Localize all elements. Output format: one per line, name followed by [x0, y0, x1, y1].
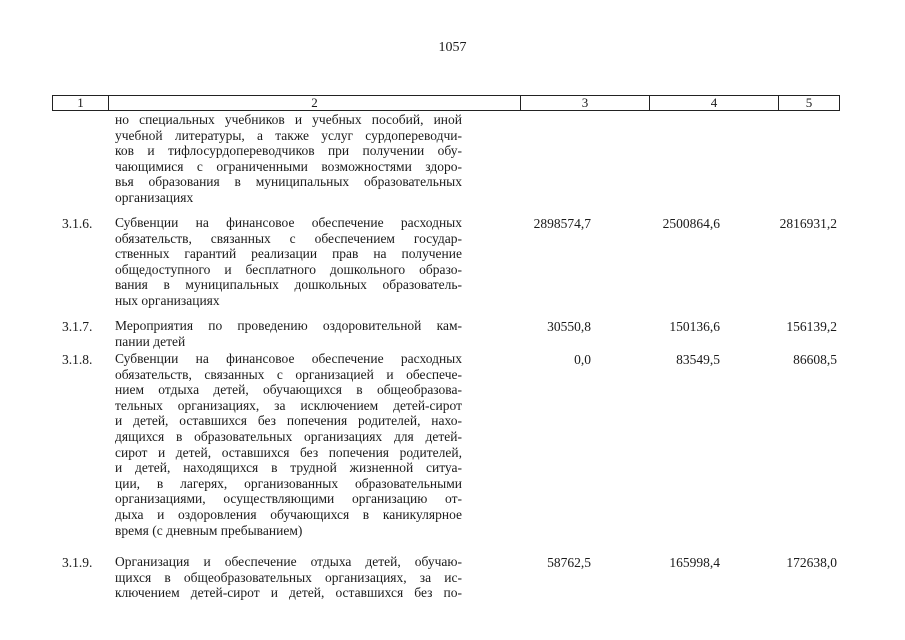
description-line: пании детей — [115, 333, 186, 349]
description-line: обязательств, связанных с обеспечением государ- — [115, 230, 462, 246]
value-col-4: 83549,5 — [676, 352, 720, 367]
description-line: но специальных учебников и учебных пособий, иной — [115, 112, 462, 127]
row-number: 3.1.7. — [62, 319, 93, 334]
description-line: общедоступного и бесплатного дошкольного образо- — [115, 261, 462, 277]
value-col-5: 156139,2 — [786, 319, 837, 334]
value-col-4: 2500864,6 — [662, 216, 720, 231]
value-col-3: 58762,5 — [547, 555, 591, 570]
row-description — [115, 554, 462, 601]
row-description — [115, 351, 462, 538]
row-number: 3.1.9. — [62, 555, 93, 570]
description-line: организациями, осуществляющими организацию от- — [115, 491, 462, 507]
value-col-4: 165998,4 — [669, 555, 720, 570]
row-description — [115, 215, 462, 309]
description-line: вья образования в муниципальных образовательных — [115, 174, 462, 190]
row-description — [115, 318, 462, 349]
header-col-5: 5 — [805, 95, 813, 110]
description-line: нием отдыха детей, обучающихся в общеобразова- — [115, 382, 462, 398]
description-line: щихся в общеобразовательных организациях, за ис- — [115, 569, 462, 585]
description-line: обязательств, связанных с организацией и обеспече- — [115, 366, 462, 382]
description-line: ственных гарантий реализации прав на получение — [115, 246, 462, 262]
row-number: 3.1.8. — [62, 352, 93, 367]
header-col-4: 4 — [650, 96, 779, 110]
description-line: чающимися с ограниченными возможностями здоро- — [115, 158, 462, 174]
description-line: Мероприятия по проведению оздоровительной кам- — [115, 318, 462, 333]
description-line: ков и тифлосурдопереводчиков при получении обу- — [115, 143, 462, 159]
description-line: Субвенции на финансовое обеспечение расходных — [115, 215, 462, 230]
value-col-3: 2898574,7 — [533, 216, 591, 231]
description-line: время (с дневным пребыванием) — [115, 522, 303, 538]
value-col-5: 86608,5 — [793, 352, 837, 367]
row-description — [115, 112, 462, 206]
page-number: 1057 — [438, 40, 467, 55]
description-line: тельных организациях, за исключением детей-сирот — [115, 397, 462, 413]
description-line: вания в муниципальных дошкольных образователь- — [115, 277, 462, 293]
description-line: ключением детей-сирот и детей, оставшихся без по- — [115, 585, 462, 601]
header-col-3: 3 — [521, 96, 650, 110]
header-col-2: 2 — [109, 96, 521, 110]
value-col-3: 0,0 — [574, 352, 591, 367]
header-col-1: 1 — [53, 96, 109, 110]
description-line: сирот и детей, оставшихся без попечения родителей, — [115, 444, 462, 460]
description-line: учебной литературы, а также услуг сурдопереводчи- — [115, 127, 462, 143]
description-line: дыха и оздоровления обучающихся в каникулярное — [115, 506, 462, 522]
description-line: и детей, находящихся в трудной жизненной ситуа- — [115, 460, 462, 476]
table-header-row — [52, 95, 840, 111]
value-col-3: 30550,8 — [547, 319, 591, 334]
description-line: ных организациях — [115, 292, 220, 308]
description-line: дящихся в образовательных организациях для детей- — [115, 428, 462, 444]
row-number: 3.1.6. — [62, 216, 93, 231]
description-line: организациях — [115, 189, 194, 205]
description-line: ции, в лагерях, организованных образовательными — [115, 475, 462, 491]
value-col-4: 150136,6 — [669, 319, 720, 334]
description-line: Субвенции на финансовое обеспечение расходных — [115, 351, 462, 366]
value-col-5: 172638,0 — [786, 555, 837, 570]
description-line: Организация и обеспечение отдыха детей, обучаю- — [115, 554, 462, 569]
value-col-5: 2816931,2 — [779, 216, 837, 231]
description-line: и детей, оставшихся без попечения родителей, нахо- — [115, 413, 462, 429]
